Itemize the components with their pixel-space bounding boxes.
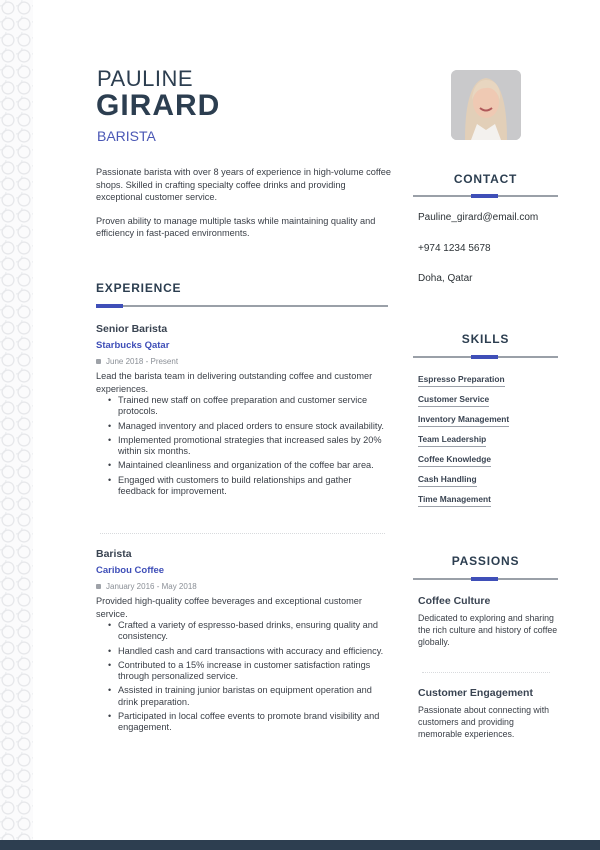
bullet-item	[108, 420, 391, 432]
bullet-item	[108, 460, 391, 471]
skill-item: Cash Handling	[418, 474, 477, 487]
passion-separator	[422, 672, 550, 673]
bullet-icon: •	[108, 434, 112, 445]
divider-accent	[471, 577, 498, 582]
profile-photo	[451, 70, 521, 140]
bullet-text: Assisted in training junior baristas on equipment operation and drink preparation.	[118, 685, 372, 707]
bullet-icon: •	[108, 474, 112, 485]
divider-accent	[96, 304, 123, 309]
calendar-icon	[96, 584, 101, 589]
passion-description: Passionate about connecting with customers and providing memorable experiences.	[418, 705, 550, 739]
skills-heading: SKILLS	[461, 332, 510, 346]
job-role: Senior Barista	[96, 323, 168, 335]
skill-item: Time Management	[418, 494, 491, 507]
bullet-text: Trained new staff on coffee preparation and customer service protocols.	[118, 395, 368, 417]
skill-item: Customer Service	[418, 394, 489, 407]
bullet-item	[108, 711, 391, 734]
job-title: BARISTA	[97, 128, 156, 144]
summary-paragraph: Proven ability to manage multiple tasks while maintaining quality and efficiency in fast-paced environments.	[96, 215, 376, 238]
job-company: Starbucks Qatar	[96, 340, 170, 351]
bullet-icon: •	[108, 420, 112, 431]
contact-email[interactable]: Pauline_girard@email.com	[418, 212, 539, 223]
bullet-text: Maintained cleanliness and organization of the coffee bar area.	[118, 460, 374, 471]
bullet-item	[108, 434, 391, 458]
bullet-item	[108, 474, 391, 498]
job-separator	[100, 533, 385, 534]
bullet-text: Implemented promotional strategies that increased sales by 20% within six months.	[118, 434, 382, 457]
bullet-icon: •	[108, 620, 112, 630]
bullet-text: Handled cash and card transactions with accuracy and efficiency.	[118, 645, 384, 656]
job-description: Provided high-quality coffee beverages and exceptional customer service.	[96, 596, 362, 619]
job-bullets	[96, 620, 391, 734]
skill-item: Inventory Management	[418, 414, 509, 427]
bullet-item	[108, 645, 391, 657]
job-entry	[96, 323, 391, 500]
skill-item: Coffee Knowledge	[418, 454, 491, 467]
divider-accent	[471, 355, 498, 360]
passions-divider	[413, 578, 558, 580]
bullet-text: Managed inventory and placed orders to ensure stock availability.	[118, 420, 384, 431]
bullet-icon: •	[108, 395, 112, 405]
skills-divider	[413, 356, 558, 358]
bullet-text: Engaged with customers to build relationships and gather feedback for improvement.	[118, 474, 352, 497]
job-dates-text: January 2016 - May 2018	[106, 582, 197, 591]
bullet-icon: •	[108, 711, 112, 722]
skills-list	[418, 374, 509, 514]
passion-title: Customer Engagement	[418, 687, 533, 699]
passion-description: Dedicated to exploring and sharing the rich culture and history of coffee globally.	[418, 613, 558, 647]
passion-title: Coffee Culture	[418, 595, 491, 607]
professional-summary	[96, 166, 391, 251]
summary-paragraph: Passionate barista with over 8 years of experience in high-volume coffee shops. Skilled in crafting specialty coffee drinks and providing exceptional customer service.	[96, 167, 392, 202]
bullet-icon: •	[108, 645, 112, 656]
experience-divider	[96, 305, 388, 307]
calendar-icon	[96, 359, 101, 364]
bullet-text: Contributed to a 15% increase in customer satisfaction ratings through personalized service.	[118, 659, 371, 682]
bullet-text: Participated in local coffee events to promote brand visibility and engagement.	[118, 711, 380, 733]
contact-divider	[413, 195, 558, 197]
divider-accent	[471, 194, 498, 199]
job-entry	[96, 548, 391, 737]
skill-item: Espresso Preparation	[418, 374, 505, 387]
passions-heading: PASSIONS	[451, 554, 520, 568]
last-name: GIRARD	[96, 89, 221, 122]
decorative-pattern-strip	[0, 0, 33, 840]
contact-location: Doha, Qatar	[418, 273, 473, 284]
contact-phone[interactable]: +974 1234 5678	[418, 243, 491, 254]
bullet-item	[108, 395, 391, 418]
bullet-icon: •	[108, 685, 112, 696]
bullet-icon: •	[108, 659, 112, 670]
job-description: Lead the barista team in delivering outstanding coffee and customer experiences.	[96, 371, 373, 394]
bullet-text: Crafted a variety of espresso-based drinks, ensuring quality and consistency.	[118, 620, 378, 642]
bullet-item	[108, 685, 391, 708]
bullet-item	[108, 620, 391, 643]
experience-heading: EXPERIENCE	[96, 281, 182, 295]
bullet-item	[108, 659, 391, 683]
job-dates	[96, 582, 391, 591]
job-bullets	[96, 395, 391, 497]
footer-bar	[0, 840, 600, 850]
passion-item	[418, 595, 558, 648]
job-dates	[96, 357, 391, 366]
job-dates-text: June 2018 - Present	[106, 357, 179, 366]
contact-heading: CONTACT	[453, 172, 518, 186]
job-company: Caribou Coffee	[96, 565, 165, 576]
first-name: PAULINE	[97, 66, 194, 91]
passion-item	[418, 687, 558, 740]
portrait-image	[451, 70, 521, 140]
job-role: Barista	[96, 548, 132, 560]
skill-item: Team Leadership	[418, 434, 486, 447]
bullet-icon: •	[108, 460, 112, 471]
